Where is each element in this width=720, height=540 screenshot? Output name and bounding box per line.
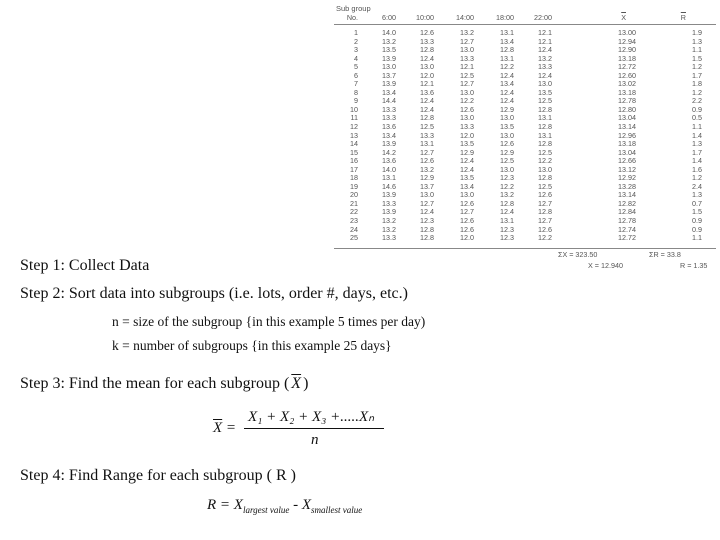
table-cell: 0.9	[692, 104, 702, 114]
table-cell: 12.5	[460, 70, 474, 80]
table-cell: 21	[350, 198, 358, 208]
table-cell: 13.2	[420, 164, 434, 174]
table-cell: 13.18	[618, 87, 636, 97]
table-cell: 12.3	[420, 216, 434, 226]
table-cell: 12.6	[460, 216, 474, 226]
table-cell: 1.6	[692, 164, 702, 174]
table-cell: 19	[350, 181, 358, 191]
table-cell: 1.4	[692, 130, 702, 140]
step-3-text: Step 3: Find the mean for each subgroup (	[20, 375, 290, 392]
step-1: Step 1: Collect Data	[20, 257, 150, 274]
table-cell: 12.4	[500, 70, 514, 80]
table-cell: 13.0	[382, 62, 396, 72]
table-cell: 13.3	[460, 122, 474, 132]
table-cell: 23	[350, 216, 358, 226]
table-cell: 12.82	[618, 198, 636, 208]
col-header-600: 6:00	[382, 13, 396, 22]
k-definition: k = number of subgroups {in this example 25 days}	[112, 338, 392, 353]
table-cell: 12.92	[618, 173, 636, 183]
table-cell: 12.4	[500, 87, 514, 97]
table-cell: 13.2	[382, 36, 396, 46]
table-cell: 13.5	[460, 173, 474, 183]
table-cell: 12.2	[500, 62, 514, 72]
table-cell: 5	[354, 62, 358, 72]
table-cell: 13.9	[382, 53, 396, 63]
table-cell: 13.9	[382, 207, 396, 217]
table-cell: 13.1	[420, 139, 434, 149]
table-cell: 1.1	[692, 45, 702, 55]
table-cell: 13.4	[460, 181, 474, 191]
table-cell: 14.4	[382, 96, 396, 106]
table-cell: 13.5	[382, 45, 396, 55]
table-cell: 9	[354, 96, 358, 106]
x-bar-symbol: $\overline{X}$	[291, 375, 302, 392]
col-header-no: No.	[346, 13, 358, 22]
table-cell: 0.9	[692, 216, 702, 226]
table-cell: 12.7	[420, 198, 434, 208]
table-cell: 13.4	[382, 87, 396, 97]
col-header-1800: 18:00	[496, 13, 514, 22]
table-cell: 12.8	[420, 224, 434, 234]
table-cell: 1.4	[692, 156, 702, 166]
table-cell: 13.3	[538, 62, 552, 72]
table-cell: 1.1	[692, 122, 702, 132]
table-cell: 12.2	[500, 181, 514, 191]
table-cell: 12.6	[538, 190, 552, 200]
table-cell: 12.4	[420, 104, 434, 114]
sum-r: ΣR = 33.8	[649, 250, 681, 259]
table-cell: 1.1	[692, 233, 702, 243]
table-cell: 1.3	[692, 139, 702, 149]
table-cell: 13	[350, 130, 358, 140]
table-cell: 12.1	[420, 79, 434, 89]
table-cell: 13.0	[460, 45, 474, 55]
table-cell: 8	[354, 87, 358, 97]
table-cell: 12.3	[500, 233, 514, 243]
table-cell: 13.1	[382, 173, 396, 183]
table-cell: 12.8	[500, 198, 514, 208]
step-2: Step 2: Sort data into subgroups (i.e. lots, order #, days, etc.)	[20, 285, 408, 302]
table-cell: 12.8	[538, 139, 552, 149]
table-cell: 13.3	[382, 104, 396, 114]
table-cell: 13.2	[460, 28, 474, 37]
table-cell: 13.0	[420, 190, 434, 200]
table-cell: 12.96	[618, 130, 636, 140]
table-cell: 12	[350, 122, 358, 132]
table-cell: 14.6	[382, 181, 396, 191]
table-cell: 1.5	[692, 53, 702, 63]
table-cell: 17	[350, 164, 358, 174]
table-cell: 13.0	[538, 164, 552, 174]
table-cell: 15	[350, 147, 358, 157]
table-cell: 12.7	[460, 207, 474, 217]
table-cell: 1	[354, 28, 358, 37]
table-cell: 25	[350, 233, 358, 243]
table-cell: 13.0	[460, 190, 474, 200]
table-cell: 12.6	[460, 224, 474, 234]
table-cell: 2.4	[692, 181, 702, 191]
table-cell: 1.9	[692, 28, 702, 37]
table-cell: 13.28	[618, 181, 636, 191]
table-cell: 12.5	[500, 156, 514, 166]
table-cell: 1.2	[692, 62, 702, 72]
table-cell: 13.9	[382, 139, 396, 149]
table-cell: 7	[354, 79, 358, 89]
table-cell: 12.9	[500, 104, 514, 114]
table-cell: 13.1	[500, 216, 514, 226]
table-cell: 13.4	[500, 79, 514, 89]
table-cell: 13.6	[382, 122, 396, 132]
table-cell: 12.7	[460, 36, 474, 46]
table-cell: 13.4	[500, 36, 514, 46]
table-cell: 12.4	[420, 96, 434, 106]
table-cell: 13.7	[382, 70, 396, 80]
table-cell: 13.9	[382, 190, 396, 200]
table-cell: 13.2	[382, 216, 396, 226]
table-cell: 12.6	[460, 198, 474, 208]
table-cell: 12.8	[538, 122, 552, 132]
table-cell: 13.7	[420, 181, 434, 191]
table-cell: 14.2	[382, 147, 396, 157]
table-cell: 0.5	[692, 113, 702, 123]
col-header-xbar: $\overline{X}$	[621, 13, 626, 22]
table-cell: 1.8	[692, 79, 702, 89]
table-cell: 12.9	[420, 173, 434, 183]
table-cell: 6	[354, 70, 358, 80]
table-cell: 12.1	[460, 62, 474, 72]
table-cell: 12.7	[538, 198, 552, 208]
table-cell: 12.72	[618, 62, 636, 72]
table-cell: 24	[350, 224, 358, 234]
table-cell: 11	[350, 113, 358, 123]
table-cell: 13.5	[500, 122, 514, 132]
col-header-1000: 10:00	[416, 13, 434, 22]
table-cell: 13.6	[382, 156, 396, 166]
sum-x: ΣX = 323.50	[558, 250, 598, 259]
table-cell: 12.94	[618, 36, 636, 46]
table-cell: 13.3	[460, 53, 474, 63]
table-cell: 12.4	[460, 156, 474, 166]
table-cell: 12.4	[500, 207, 514, 217]
table-cell: 0.7	[692, 198, 702, 208]
table-cell: 2	[354, 36, 358, 46]
table-cell: 13.6	[420, 87, 434, 97]
table-cell: 13.00	[618, 28, 636, 37]
table-cell: 13.3	[420, 36, 434, 46]
table-cell: 12.6	[460, 104, 474, 114]
table-row	[334, 234, 716, 243]
table-cell: 13.3	[420, 130, 434, 140]
n-definition: n = size of the subgroup {in this example 5 times per day)	[112, 314, 426, 329]
table-cell: 12.5	[420, 122, 434, 132]
table-cell: 12.84	[618, 207, 636, 217]
table-cell: 12.2	[460, 96, 474, 106]
table-cell: 13.2	[538, 53, 552, 63]
table-cell: 13.2	[382, 224, 396, 234]
table-cell: 13.1	[538, 113, 552, 123]
table-cell: 12.9	[460, 147, 474, 157]
table-cell: 13.04	[618, 147, 636, 157]
table-cell: 12.4	[538, 70, 552, 80]
table-cell: 22	[350, 207, 358, 217]
table-cell: 1.3	[692, 36, 702, 46]
table-cell: 2.2	[692, 96, 702, 106]
table-cell: 13.9	[382, 79, 396, 89]
table-cell: 1.2	[692, 87, 702, 97]
range-minus: - X	[289, 497, 312, 513]
table-cell: 12.3	[500, 173, 514, 183]
table-cell: 12.4	[500, 96, 514, 106]
table-cell: 4	[354, 53, 358, 63]
table-cell: 12.78	[618, 216, 636, 226]
table-cell: 13.18	[618, 139, 636, 149]
table-cell: 14	[350, 139, 358, 149]
table-cell: 13.3	[382, 198, 396, 208]
table-cell: 13.3	[382, 113, 396, 123]
table-cell: 18	[350, 173, 358, 183]
range-formula-lhs: R = X	[207, 497, 243, 513]
table-cell: 13.12	[618, 164, 636, 174]
mean-formula-numerator: X₁ + X₂ + X₃ +.....Xₙ	[248, 409, 375, 425]
table-cell: 14.0	[382, 28, 396, 37]
table-cell: 12.5	[538, 147, 552, 157]
table-cell: 12.0	[460, 233, 474, 243]
table-cell: 12.1	[538, 28, 552, 37]
table-cell: 13.02	[618, 79, 636, 89]
table-cell: 13.4	[382, 130, 396, 140]
range-formula	[207, 497, 362, 515]
table-column-headers	[334, 13, 714, 23]
table-cell: 12.6	[420, 28, 434, 37]
table-cell: 12.4	[460, 164, 474, 174]
table-cell: 13.5	[460, 139, 474, 149]
table-cell: 13.14	[618, 122, 636, 132]
table-cell: 1.5	[692, 207, 702, 217]
table-cell: 12.66	[618, 156, 636, 166]
table-cell: 10	[350, 104, 358, 114]
table-cell: 13.1	[500, 28, 514, 37]
table-cell: 13.0	[500, 164, 514, 174]
subgroup-header-label: Sub group	[336, 4, 371, 13]
table-cell: 1.7	[692, 70, 702, 80]
table-cell: 12.7	[460, 79, 474, 89]
table-cell: 12.8	[538, 207, 552, 217]
table-cell: 1.7	[692, 147, 702, 157]
table-cell: 12.8	[538, 173, 552, 183]
table-cell: 13.1	[538, 130, 552, 140]
table-cell: 13.0	[500, 113, 514, 123]
subgroup-data-table	[334, 4, 718, 270]
table-cell: 12.0	[460, 130, 474, 140]
table-cell: 12.8	[420, 113, 434, 123]
table-cell: 12.78	[618, 96, 636, 106]
table-cell: 12.90	[618, 45, 636, 55]
table-cell: 12.6	[420, 156, 434, 166]
mean-r: R = 1.35	[680, 261, 708, 270]
table-cell: 13.5	[538, 87, 552, 97]
step-3	[20, 375, 308, 393]
header-rule	[334, 24, 716, 25]
table-cell: 16	[350, 156, 358, 166]
col-header-2200: 22:00	[534, 13, 552, 22]
table-cell: 12.7	[538, 216, 552, 226]
table-cell: 12.9	[500, 147, 514, 157]
table-cell: 12.4	[538, 45, 552, 55]
mean-x: X = 12.940	[588, 261, 623, 270]
table-body	[334, 29, 716, 243]
table-cell: 12.7	[420, 147, 434, 157]
table-cell: 12.60	[618, 70, 636, 80]
range-largest-subscript: largest value	[242, 505, 290, 515]
table-cell: 13.1	[500, 53, 514, 63]
table-cell: 1.3	[692, 190, 702, 200]
table-cell: 14.0	[382, 164, 396, 174]
table-cell: 12.2	[538, 156, 552, 166]
table-cell: 12.6	[538, 224, 552, 234]
table-cell: 12.8	[538, 104, 552, 114]
col-header-rbar: $\overline{R}$	[680, 13, 686, 22]
table-cell: 13.0	[538, 79, 552, 89]
table-cell: 12.5	[538, 181, 552, 191]
table-cell: 3	[354, 45, 358, 55]
table-cell: 12.8	[420, 233, 434, 243]
table-cell: 0.9	[692, 224, 702, 234]
col-header-1400: 14:00	[456, 13, 474, 22]
table-cell: 13.14	[618, 190, 636, 200]
table-cell: 20	[350, 190, 358, 200]
table-cell: 12.5	[538, 96, 552, 106]
table-cell: 13.0	[460, 87, 474, 97]
table-cell: 12.2	[538, 233, 552, 243]
mean-formula-denominator: n	[311, 432, 319, 448]
table-cell: 12.80	[618, 104, 636, 114]
table-cell: 13.0	[460, 113, 474, 123]
table-cell: 12.4	[420, 207, 434, 217]
range-smallest-subscript: smallest value	[311, 505, 363, 515]
table-cell: 12.3	[500, 224, 514, 234]
mean-formula-lhs: $\overline{X}$ =	[213, 420, 237, 436]
table-cell: 12.0	[420, 70, 434, 80]
table-cell: 12.4	[420, 53, 434, 63]
footer-rule	[334, 248, 716, 249]
step-3-close: )	[303, 375, 309, 392]
fraction-line	[244, 428, 384, 429]
table-cell: 13.18	[618, 53, 636, 63]
table-cell: 12.8	[420, 45, 434, 55]
table-cell: 12.72	[618, 233, 636, 243]
table-cell: 13.04	[618, 113, 636, 123]
table-cell: 12.6	[500, 139, 514, 149]
table-cell: 13.2	[500, 190, 514, 200]
step-4: Step 4: Find Range for each subgroup ( R )	[20, 467, 296, 484]
table-cell: 12.1	[538, 36, 552, 46]
table-cell: 12.74	[618, 224, 636, 234]
table-cell: 13.3	[382, 233, 396, 243]
table-cell: 13.0	[500, 130, 514, 140]
table-cell: 13.0	[420, 62, 434, 72]
table-cell: 1.2	[692, 173, 702, 183]
table-cell: 12.8	[500, 45, 514, 55]
